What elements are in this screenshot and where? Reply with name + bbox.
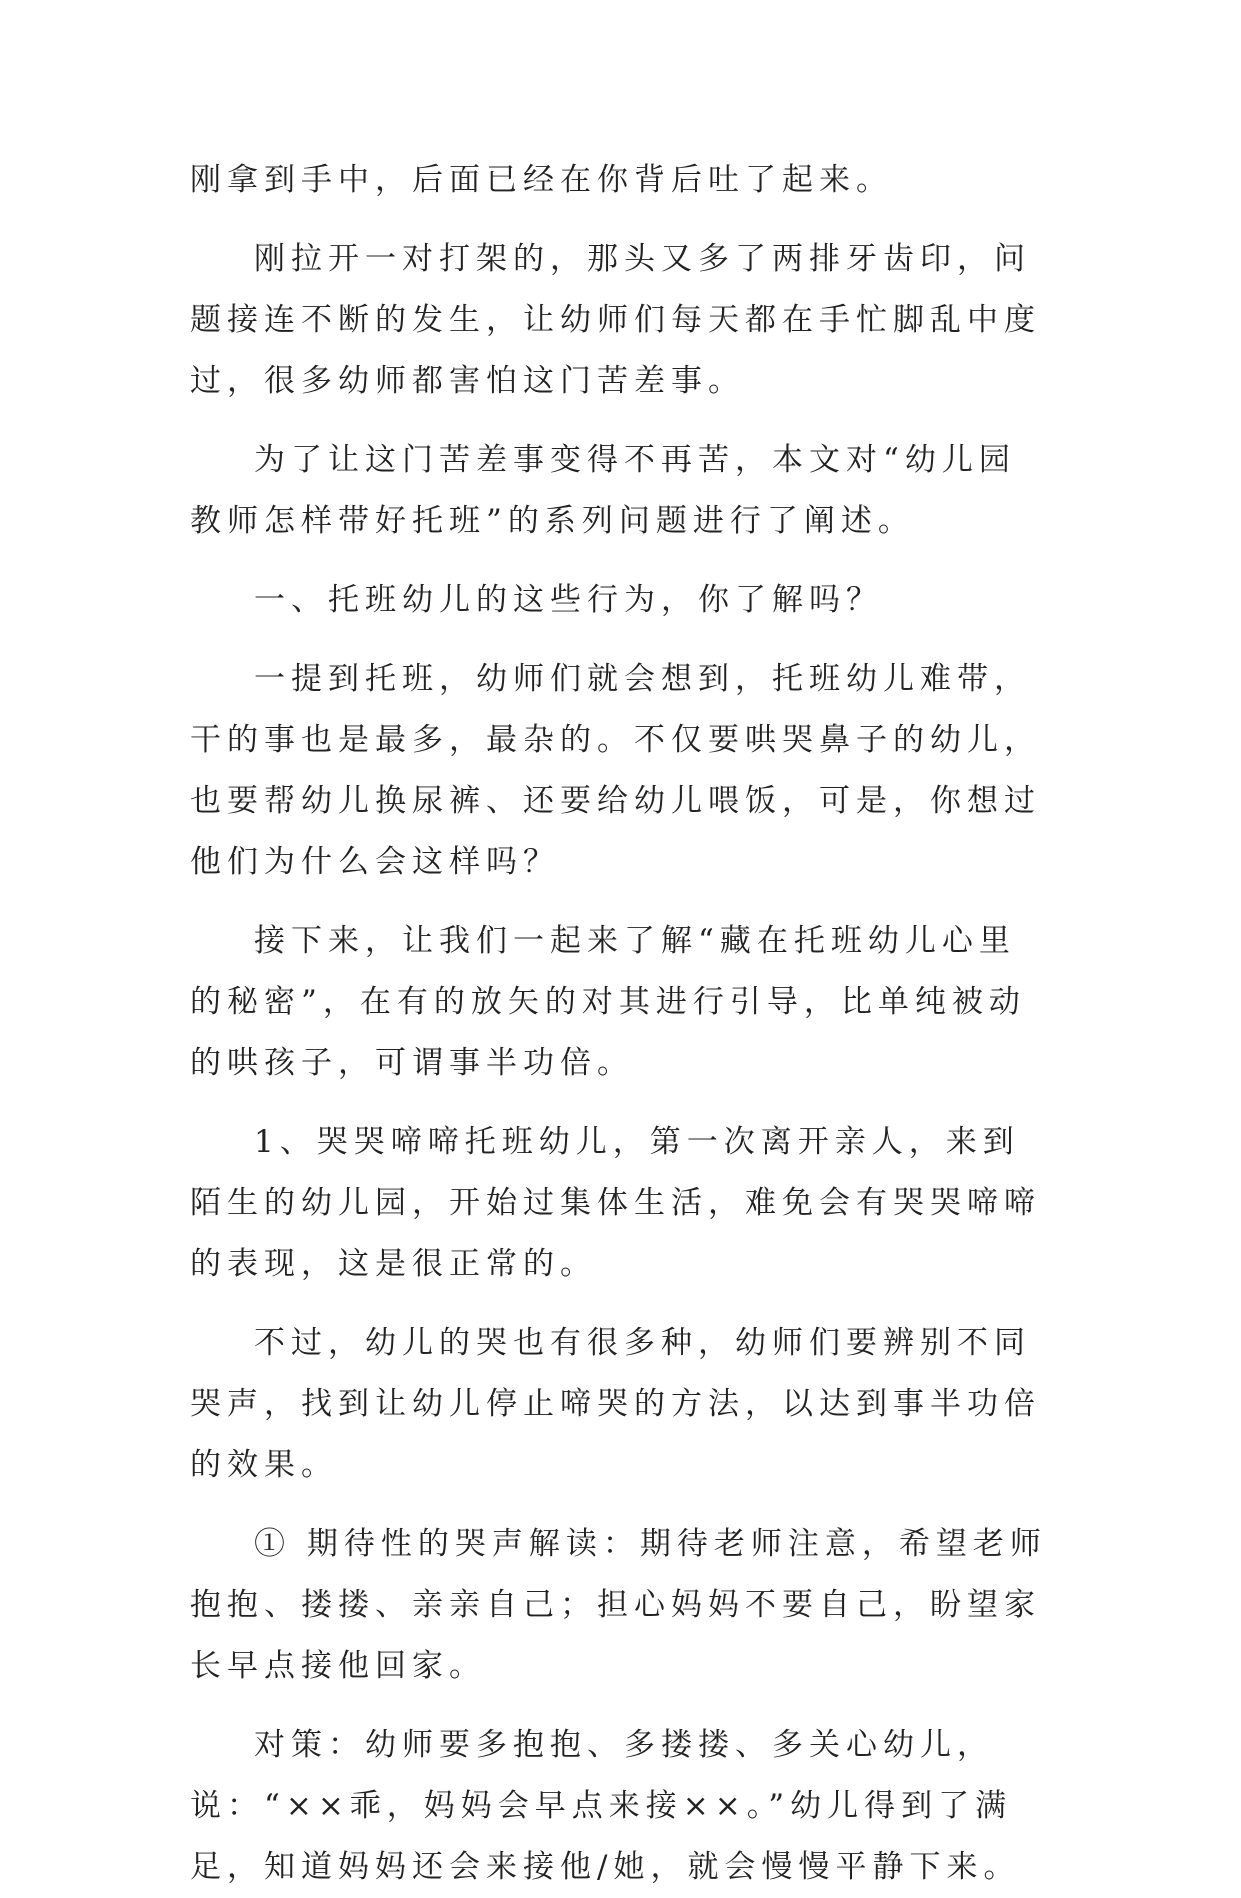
paragraph: 为了让这门苦差事变得不再苦，本文对“幼儿园教师怎样带好托班”的系列问题进行了阐述。 — [190, 442, 1016, 539]
subsection-paragraph: 1、哭哭啼啼托班幼儿，第一次离开亲人，来到陌生的幼儿园，开始过集体生活，难免会有哭哭啼啼的表现，这是很正常的。 — [190, 1124, 1041, 1282]
paragraph: 刚拉开一对打架的，那头又多了两排牙齿印，问题接连不断的发生，让幼师们每天都在手忙脚乱中度过，很多幼师都害怕这门苦差事。 — [190, 241, 1041, 399]
paragraph: 接下来，让我们一起来了解“藏在托班幼儿心里的秘密”，在有的放矢的对其进行引导，比单纯被动的哄孩子，可谓事半功倍。 — [190, 923, 1026, 1081]
document-body — [190, 150, 1050, 1898]
paragraph-continued: 刚拿到手中，后面已经在你背后吐了起来。 — [190, 162, 893, 198]
section-heading: 一、托班幼儿的这些行为，你了解吗？ — [254, 582, 883, 618]
paragraph: 一提到托班，幼师们就会想到，托班幼儿难带，干的事也是最多，最杂的。不仅要哄哭鼻子的幼儿，也要帮幼儿换尿裤、还要给幼儿喂饭，可是，你想过他们为什么会这样吗？ — [190, 661, 1041, 880]
paragraph: 不过，幼儿的哭也有很多种，幼师们要辨别不同哭声，找到让幼儿停止啼哭的方法，以达到事半功倍的效果。 — [190, 1325, 1041, 1483]
paragraph: 对策：幼师要多抱抱、多搂搂、多关心幼儿，说：“××乖，妈妈会早点来接××。”幼儿得到了满足，知道妈妈还会来接他/她，就会慢慢平静下来。 — [190, 1727, 1021, 1885]
list-item-paragraph: ① 期待性的哭声解读：期待老师注意，希望老师抱抱、搂搂、亲亲自己；担心妈妈不要自己，盼望家长早点接他回家。 — [190, 1526, 1047, 1684]
